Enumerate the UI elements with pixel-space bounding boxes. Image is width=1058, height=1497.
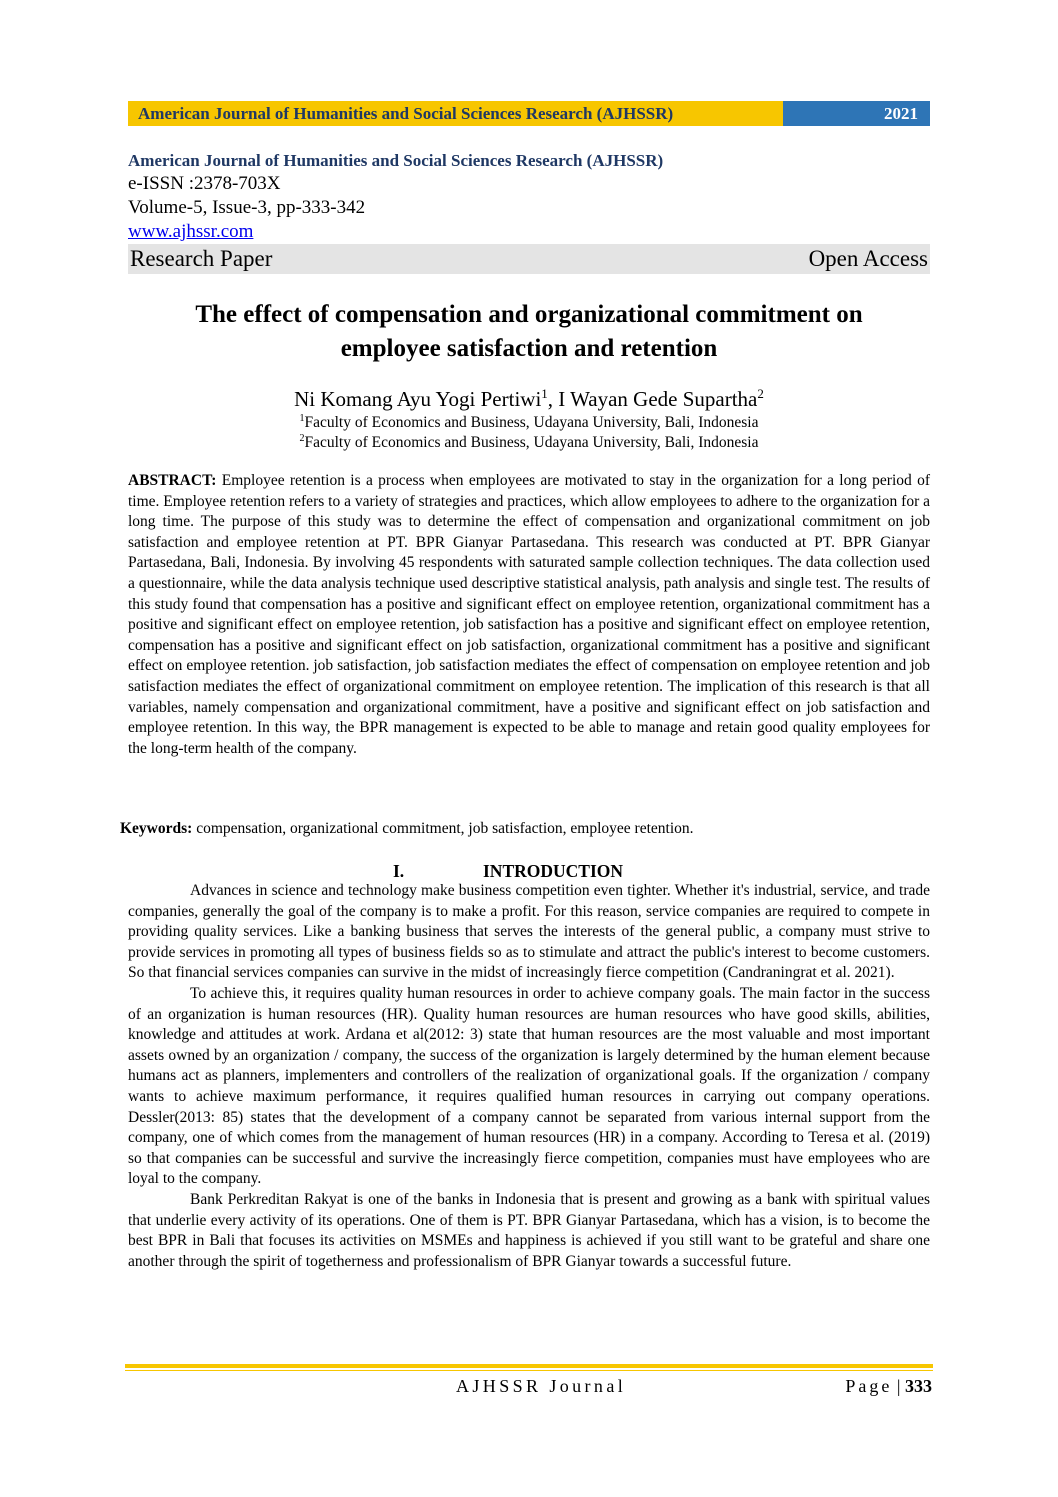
abstract-label: ABSTRACT: — [128, 472, 217, 489]
issn: e-ISSN :2378-703X — [128, 173, 281, 194]
section-number: I. — [393, 861, 405, 881]
affiliation-1-text: Faculty of Economics and Business, Udayana University, Bali, Indonesia — [304, 414, 759, 432]
affiliation-1-sup: 1 — [299, 413, 305, 424]
volume-issue: Volume-5, Issue-3, pp-333-342 — [128, 197, 366, 218]
abstract — [128, 471, 930, 759]
author-2: I Wayan Gede Supartha — [558, 387, 758, 411]
introduction-body — [128, 881, 930, 1272]
running-header-journal: American Journal of Humanities and Social Sciences Research (AJHSSR) — [128, 101, 783, 126]
affiliation-2-text: Faculty of Economics and Business, Udayana University, Bali, Indonesia — [304, 434, 759, 452]
footer-rule-thin — [125, 1370, 933, 1371]
section-heading — [128, 860, 930, 882]
journal-website-link[interactable]: www.ajhssr.com — [128, 221, 254, 242]
abstract-text: Employee retention is a process when employees are motivated to stay in the organization for a long period of time. Employee retention refers to a variety of strategies and practices, which allow employees to adhere to the organization for a long time. The purpose of this study was to determine the effect of compensation and organizational commitment on job satisfaction and employee retention at PT. BPR Gianyar Partasedana. This research was conducted at PT. BPR Gianyar Partasedana, Bali, Indonesia. By involving 45 respondents with saturated sample collection techniques. The data collection used a questionnaire, while the data analysis technique used descriptive statistical analysis, path analysis and single test. The results of this study found that compensation has a positive and significant effect on employee retention, organizational commitment has a positive and significant effect on employee retention, job satisfaction has a positive and significant effect on employee retention, compensation has a positive and significant effect on job satisfaction, organizational commitment has a positive and significant effect on employee retention. job satisfaction, job satisfaction mediates the effect of compensation on employee retention and job satisfaction mediates the effect of organizational commitment on employee retention. The implication of this research is that all variables, namely compensation and organizational commitment, have a positive and significant effect on job satisfaction and employee retention. In this way, the BPR management is expected to be able to manage and retain good quality employees for the long-term health of the company. — [128, 472, 930, 757]
keywords — [120, 819, 930, 839]
keywords-label: Keywords: — [120, 820, 193, 837]
footer-page — [845, 1375, 932, 1397]
author-separator: , — [547, 387, 559, 411]
author-1: Ni Komang Ayu Yogi Pertiwi — [294, 387, 542, 411]
author-1-sup: 1 — [541, 386, 548, 401]
paper-type: Research Paper — [130, 246, 273, 271]
running-header — [128, 101, 930, 126]
access-type: Open Access — [808, 246, 928, 271]
footer-journal: AJHSSR Journal — [456, 1376, 627, 1396]
paper-type-bar — [128, 244, 930, 274]
paper-title-line-2: employee satisfaction and retention — [340, 335, 718, 362]
footer-page-number: 333 — [905, 1376, 932, 1396]
paper-title-line-1: The effect of compensation and organizational commitment on — [195, 301, 863, 328]
paragraph-1: Advances in science and technology make business competition even tighter. Whether it's industrial, service, and trade companies, generally the goal of the company is to make a profit. For this reason, service companies are required to compete in providing quality services. Like a banking business that serves the interests of the general public, a company must strive to provide services in promoting all types of business fields so as to stimulate and attract the public's interest to become customers. So that financial services companies can survive in the midst of increasingly fierce competition (Candraningrat et al. 2021). — [128, 882, 930, 982]
journal-info — [128, 150, 930, 274]
running-header-year: 2021 — [783, 101, 930, 126]
keywords-text: compensation, organizational commitment, job satisfaction, employee retention. — [192, 820, 694, 837]
section-title: INTRODUCTION — [483, 861, 624, 881]
footer-page-separator: | — [892, 1376, 905, 1396]
paragraph-2: To achieve this, it requires quality human resources in order to achieve company goals. The main factor in the success of an organization is human resources (HR). Quality human resources are human resources who have good skills, abilities, knowledge and attitudes at work. Ardana et al(2012: 3) state that human resources are the most valuable and most important assets owned by an organization / company, the success of the organization is largely determined by the human element because humans act as planners, implementers and controllers of the realization of organizational goals. If the organization / company wants to achieve maximum performance, it requires qualified human resources in carrying out company operations. Dessler(2013: 85) states that the development of a company cannot be separated from various internal support from the company, one of which comes from the management of human resources (HR) in a company. According to Teresa et al. (2019) so that companies can be successful and survive the increasingly fierce competition, companies must have employees who are loyal to the company. — [128, 984, 930, 1188]
authors — [128, 381, 930, 412]
affiliation-2 — [128, 429, 930, 453]
paragraph-3: Bank Perkreditan Rakyat is one of the banks in Indonesia that is present and growing as a bank with spiritual values that underlie every activity of its operations. One of them is PT. BPR Gianyar Partasedana, which has a vision, is to become the best BPR in Bali that focuses its activities on MSMEs and happiness is achieved if you still want to be grateful and share one another through the spirit of togetherness and professionalism of BPR Gianyar towards a successful future. — [128, 1190, 930, 1270]
author-2-sup: 2 — [757, 386, 764, 401]
footer-page-label: Page — [845, 1376, 893, 1396]
affiliation-2-sup: 2 — [299, 433, 305, 444]
paper-title — [128, 298, 930, 366]
journal-name: American Journal of Humanities and Social Sciences Research (AJHSSR) — [128, 151, 664, 170]
footer-rule — [125, 1364, 933, 1368]
